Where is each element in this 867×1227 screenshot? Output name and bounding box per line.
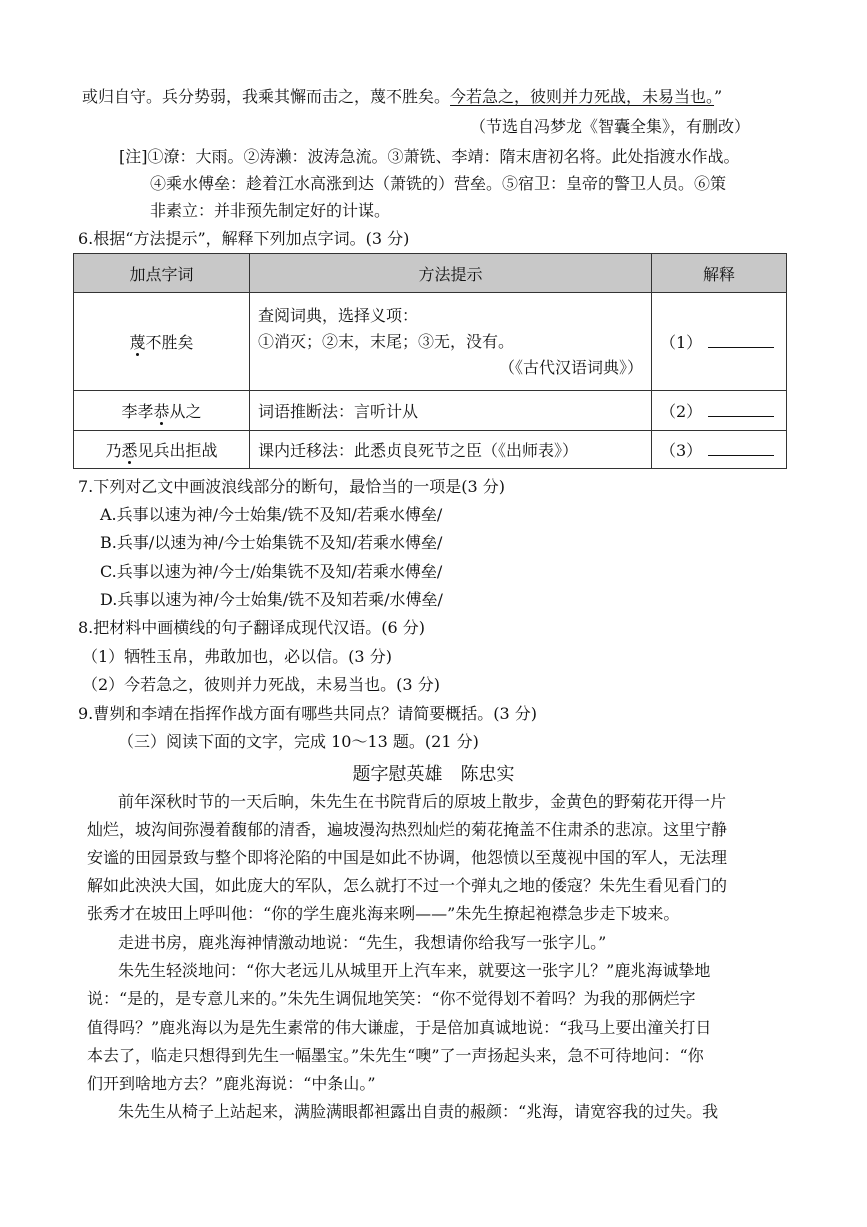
closing-quote: ” bbox=[714, 87, 723, 106]
word-suffix: 不胜矣 bbox=[145, 333, 194, 352]
q7-option-c: C.兵事以速为神/今士/始集铣不及知/若乘水傅垒/ bbox=[100, 562, 443, 581]
hint-line: 词语推断法：言听计从 bbox=[258, 402, 419, 421]
note-line-3: 非素立：并非预先制定好的计谋。 bbox=[150, 201, 391, 220]
hint-line: 查阅词典，选择义项： bbox=[258, 305, 419, 325]
story-line: 本去了，临走只想得到先生一幅墨宝。”朱先生“噢”了一声扬起头来，急不可待地问：“你 bbox=[87, 1046, 704, 1065]
answer-blank[interactable] bbox=[708, 402, 774, 417]
header-hint: 方法提示 bbox=[250, 254, 652, 293]
underlined-sentence: 今若急之，彼则并力死战，未易当也。 bbox=[450, 87, 715, 106]
hint-cell bbox=[250, 391, 652, 431]
answer-blank[interactable] bbox=[708, 441, 774, 456]
hint-line: 课内迁移法：此悉贞良死节之臣（《出师表》） bbox=[258, 441, 579, 460]
q7-stem: 7.下列对乙文中画波浪线部分的断句，最恰当的一项是(3 分) bbox=[78, 477, 506, 496]
story-line: 朱先生轻淡地问：“你大老远儿从城里开上汽车来，就要这一张字儿？”鹿兆海诚挚地 bbox=[118, 961, 711, 980]
answer-cell bbox=[652, 391, 787, 431]
story-line: 安谧的田园景致与整个即将沦陷的中国是如此不协调，他怨愤以至蔑视中国的军人，无法理 bbox=[87, 848, 728, 867]
word-prefix: 乃 bbox=[105, 441, 122, 460]
word-suffix: 见兵出拒战 bbox=[137, 441, 218, 460]
dotted-word-cell bbox=[74, 431, 250, 469]
q7-option-d: D.兵事以速为神/今士始集/铣不及知若乘/水傅垒/ bbox=[100, 590, 443, 609]
section-heading: （三）阅读下面的文字，完成 10～13 题。(21 分) bbox=[118, 732, 479, 751]
answer-label: （1） bbox=[660, 333, 703, 352]
story-line: 说：“是的，是专意儿来的。”朱先生调侃地笑笑：“你不觉得划不着吗？为我的那俩烂字 bbox=[87, 989, 696, 1008]
passage-source: （节选自冯梦龙《智囊全集》，有删改） bbox=[470, 117, 751, 136]
dotted-word-cell bbox=[74, 391, 250, 431]
story-title-line bbox=[0, 760, 867, 786]
answer-cell bbox=[652, 293, 787, 391]
q8-stem: 8.把材料中画横线的句子翻译成现代汉语。(6 分) bbox=[78, 618, 426, 637]
note-line-1: [注]①潦：大雨。②涛濑：波涛急流。③萧铣、李靖：隋末唐初名将。此处指渡水作战。 bbox=[119, 147, 740, 166]
dotted-char: 恭 bbox=[153, 402, 170, 421]
q8-item-1: （1）牺牲玉帛，弗敢加也，必以信。(3 分) bbox=[82, 647, 392, 666]
passage-plain-text: 或归自守。兵分势弱，我乘其懈而击之，蔑不胜矣。 bbox=[82, 87, 451, 106]
table-row bbox=[74, 293, 787, 391]
q7-option-b: B.兵事/以速为神/今士始集铣不及知/若乘水傅垒/ bbox=[100, 533, 443, 552]
passage-line-1 bbox=[82, 86, 722, 108]
answer-label: （2） bbox=[660, 402, 703, 421]
answer-label: （3） bbox=[660, 441, 703, 460]
answer-blank[interactable] bbox=[708, 333, 774, 348]
method-table-header bbox=[74, 254, 787, 293]
q9-stem: 9.曹刿和李靖在指挥作战方面有哪些共同点？请简要概括。(3 分) bbox=[78, 704, 538, 723]
hint-cell bbox=[250, 293, 652, 391]
word-suffix: 从之 bbox=[169, 402, 202, 421]
table-row bbox=[74, 391, 787, 431]
story-line: 们开到啥地方去？”鹿兆海说：“中条山。” bbox=[87, 1074, 376, 1093]
story-line: 走进书房，鹿兆海神情激动地说：“先生，我想请你给我写一张字儿。” bbox=[118, 933, 607, 952]
story-title: 题字慰英雄 bbox=[352, 764, 443, 785]
story-line: 朱先生从椅子上站起来，满脸满眼都袒露出自责的赧颜：“兆海，请宽容我的过失。我 bbox=[118, 1102, 719, 1121]
hint-cell bbox=[250, 431, 652, 469]
dotted-char: 蔑 bbox=[129, 333, 146, 352]
note-line-2: ④乘水傅垒：趁着江水高涨到达（萧铣的）营垒。⑤宿卫：皇帝的警卫人员。⑥策 bbox=[150, 174, 727, 193]
story-author: 陈忠实 bbox=[460, 764, 515, 785]
hint-line: （《古代汉语词典》） bbox=[498, 357, 643, 377]
table-row bbox=[74, 431, 787, 469]
dotted-char: 悉 bbox=[121, 441, 138, 460]
hint-line: ①消灭；②末，末尾；③无，没有。 bbox=[258, 331, 515, 351]
q6-stem: 6.根据“方法提示”，解释下列加点字词。(3 分) bbox=[78, 229, 410, 248]
q7-option-a: A.兵事以速为神/今士始集/铣不及知/若乘水傅垒/ bbox=[100, 505, 443, 524]
method-table bbox=[73, 253, 787, 469]
q8-item-2: （2）今若急之，彼则并力死战，未易当也。(3 分) bbox=[82, 675, 440, 694]
story-line: 前年深秋时节的一天后晌，朱先生在书院背后的原坡上散步，金黄色的野菊花开得一片 bbox=[118, 792, 727, 811]
story-line: 值得吗？”鹿兆海以为是先生素常的伟大谦虚，于是倍加真诚地说：“我马上要出潼关打日 bbox=[87, 1018, 712, 1037]
answer-cell bbox=[652, 431, 787, 469]
word-prefix: 李孝 bbox=[121, 402, 154, 421]
story-line: 张秀才在坡田上呼叫他：“你的学生鹿兆海来咧——”朱先生撩起袍襟急步走下坡来。 bbox=[87, 904, 680, 923]
story-line: 灿烂，坡沟间弥漫着馥郁的清香，遍坡漫沟热烈灿烂的菊花掩盖不住肃杀的悲凉。这里宁静 bbox=[87, 820, 728, 839]
header-word: 加点字词 bbox=[74, 254, 250, 293]
dotted-word-cell bbox=[74, 293, 250, 391]
header-answer: 解释 bbox=[652, 254, 787, 293]
story-line: 解如此泱泱大国，如此庞大的军队，怎么就打不过一个弹丸之地的倭寇？朱先生看见看门的 bbox=[87, 876, 728, 895]
